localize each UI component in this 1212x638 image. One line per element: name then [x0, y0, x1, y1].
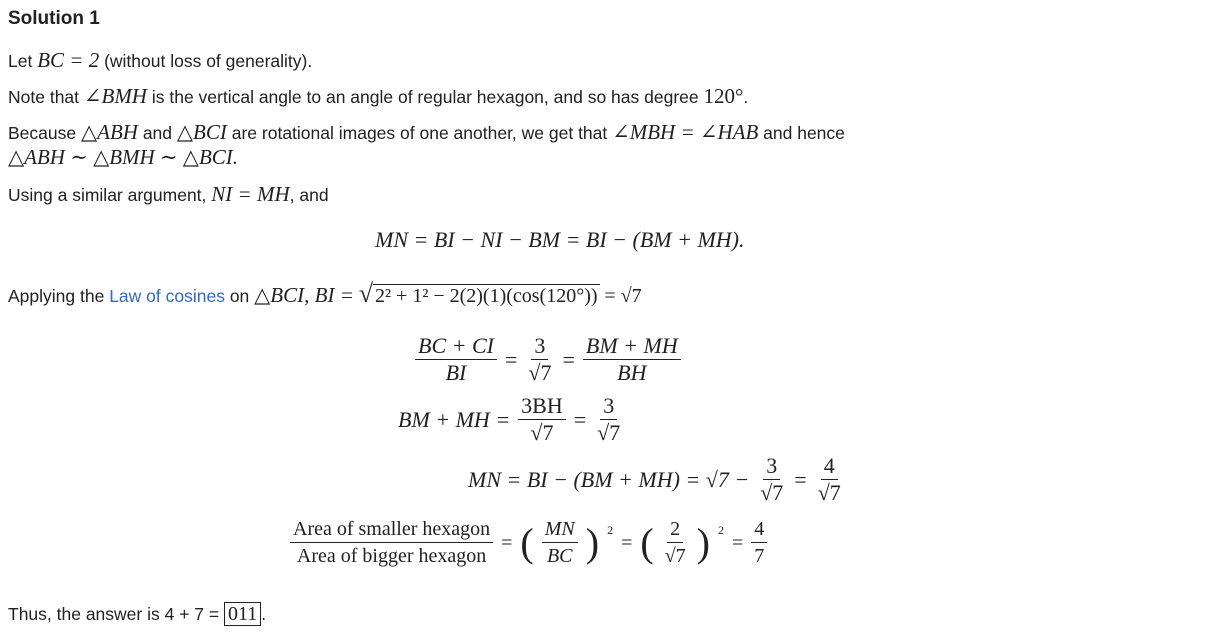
fraction	[662, 516, 689, 569]
equals: =	[573, 406, 587, 432]
fraction	[415, 333, 497, 386]
numerator: BM + MH	[583, 333, 681, 360]
text: Note that	[8, 87, 84, 107]
equals: =	[794, 466, 807, 492]
equals: =	[562, 346, 575, 372]
text: (without loss of generality).	[99, 51, 313, 71]
paragraph-similar	[8, 182, 329, 207]
equation-area-ratio	[290, 516, 767, 569]
exponent: 2	[607, 523, 614, 537]
paragraph-final	[8, 602, 266, 626]
text: Thus, the answer is 4 + 7 =	[8, 604, 224, 624]
text: Applying the	[8, 286, 110, 306]
numerator: 3	[763, 453, 780, 480]
equals: =	[732, 531, 744, 554]
math: MN = BI − (BM + MH) = √7 −	[468, 466, 750, 492]
math: = √7	[604, 285, 642, 307]
text: .	[743, 87, 749, 107]
numerator: 3	[600, 393, 617, 420]
math: MN = BI − NI − BM = BI − (BM + MH).	[375, 227, 745, 252]
fraction	[542, 516, 578, 569]
numerator: MN	[542, 516, 578, 543]
math: △ABH ∼ △BMH ∼ △BCI.	[8, 145, 239, 169]
denominator: √7	[528, 360, 552, 385]
paragraph-note	[8, 84, 748, 109]
radicand: 2² + 1² − 2(2)(1)(cos(120°))	[375, 285, 598, 307]
text: , and	[289, 185, 329, 205]
left-paren: (	[520, 519, 534, 565]
math: △BCI, BI =	[254, 283, 354, 307]
left-paren: (	[640, 519, 654, 565]
text: Using a similar argument,	[8, 185, 212, 205]
math: △BCI	[176, 120, 227, 144]
numerator: Area of smaller hexagon	[290, 516, 493, 543]
equation-ratio	[415, 333, 681, 386]
text: is the vertical angle to an angle of regular hexagon, and so has degree	[146, 87, 704, 107]
exponent: 2	[718, 523, 724, 537]
fraction	[757, 453, 786, 506]
denominator: BH	[617, 360, 647, 385]
right-paren: )	[585, 519, 600, 565]
numerator: 3BH	[518, 393, 566, 420]
math: BM + MH =	[398, 406, 511, 432]
text: are rotational images of one another, we get that	[226, 123, 613, 143]
fraction	[290, 516, 493, 569]
equals: =	[621, 531, 633, 554]
denominator: √7	[817, 480, 841, 505]
sqrt-expression: √ 2² + 1² − 2(2)(1)(cos(120°))	[358, 279, 598, 308]
denominator: √7	[530, 420, 554, 445]
paragraph-law-of-cosines	[8, 279, 642, 308]
paragraph-let	[8, 48, 312, 73]
math: BC = 2	[37, 48, 100, 72]
denominator: √7	[597, 420, 621, 445]
math: NI = MH	[211, 182, 290, 206]
fraction	[583, 333, 681, 386]
fraction	[815, 453, 844, 506]
solution-heading: Solution 1	[8, 8, 100, 29]
denominator: BC	[546, 545, 573, 567]
math: 120°	[703, 84, 744, 108]
math: ∠BMH	[83, 84, 147, 108]
text: Because	[8, 123, 81, 143]
numerator: 3	[531, 333, 548, 360]
numerator: 4	[751, 516, 767, 543]
right-paren: )	[696, 519, 710, 565]
text: .	[261, 604, 267, 624]
numerator: 4	[821, 453, 838, 480]
fraction	[518, 393, 566, 446]
text: Let	[8, 51, 38, 71]
numerator: 2	[667, 516, 683, 543]
denominator: BI	[445, 360, 467, 385]
equals: =	[501, 531, 513, 554]
equals: =	[504, 346, 518, 372]
paragraph-because-line2	[8, 145, 238, 170]
law-of-cosines-link[interactable]: Law of cosines	[109, 286, 225, 306]
text: on	[224, 286, 255, 306]
fraction	[751, 516, 767, 569]
equation-mn	[375, 226, 745, 254]
math: ∠MBH = ∠HAB	[612, 120, 759, 144]
denominator: √7	[760, 480, 784, 505]
math: △ABH	[80, 120, 138, 144]
denominator: √7	[664, 545, 686, 567]
fraction	[525, 333, 554, 386]
denominator: 7	[754, 545, 765, 567]
paragraph-because	[8, 120, 845, 145]
text: and	[137, 123, 177, 143]
fraction	[594, 393, 623, 446]
answer-box: 011	[224, 602, 261, 626]
denominator: Area of bigger hexagon	[296, 545, 487, 567]
numerator: BC + CI	[415, 333, 497, 360]
text: and hence	[758, 123, 845, 143]
equation-bm-mh	[398, 393, 623, 446]
equation-mn-value	[468, 453, 844, 506]
